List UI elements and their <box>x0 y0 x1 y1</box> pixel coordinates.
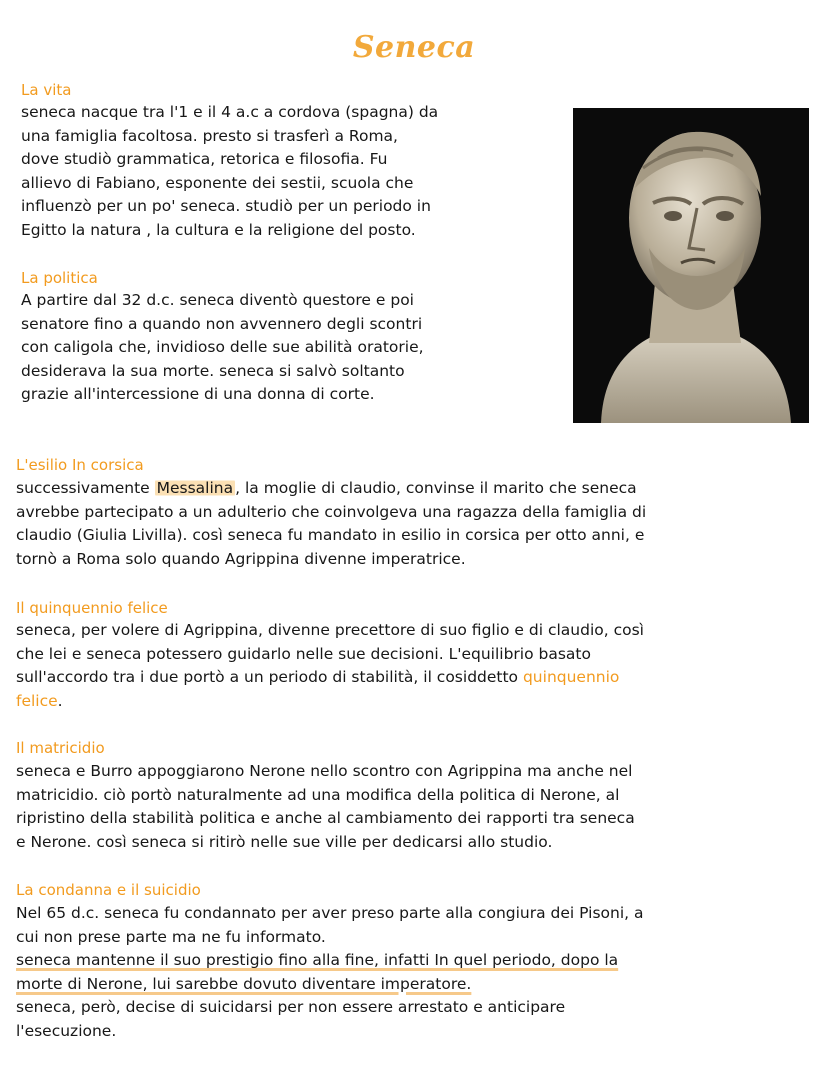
text-line: Egitto la natura , la cultura e la religione del posto. <box>21 220 416 239</box>
text-fragment: sull'accordo tra i due portò a un periodo di stabilità, il cosiddetto <box>16 668 523 686</box>
underlined-text: morte di Nerone, lui sarebbe dovuto diventare imperatore. <box>16 974 472 993</box>
text-line: desiderava la sua morte. seneca si salvò soltanto <box>21 361 405 380</box>
section-heading-esilio: L'esilio In corsica <box>16 456 144 474</box>
section-heading-matricidio: Il matricidio <box>16 739 105 757</box>
section-text-vita <box>21 101 569 242</box>
text-line: con caligola che, invidioso delle sue abilità oratorie, <box>21 338 424 356</box>
text-line: una famiglia facoltosa. presto si trasferì a Roma, <box>21 126 398 145</box>
text-line: A partire dal 32 d.c. seneca diventò questore e poi <box>21 291 414 309</box>
section-text-esilio <box>16 477 816 571</box>
section-text-matricidio <box>16 760 816 854</box>
underlined-text: seneca mantenne il suo prestigio fino alla fine, infatti In quel periodo, dopo la <box>16 951 619 969</box>
seneca-bust-icon <box>573 108 809 423</box>
section-text-condanna <box>16 902 816 1043</box>
text-line <box>16 690 816 714</box>
text-line: allievo di Fabiano, esponente dei sestii, scuola che <box>21 173 414 192</box>
text-line: grazie all'intercessione di una donna di corte. <box>21 385 375 403</box>
section-heading-condanna: La condanna e il suicidio <box>16 881 201 899</box>
text-line: influenzò per un po' seneca. studiò per un periodo in <box>21 197 431 215</box>
text-line: seneca nacque tra l'1 e il 4 a.c a cordova (spagna) da <box>21 103 439 121</box>
accent-term: felice <box>16 691 58 710</box>
text-line: seneca, per volere di Agrippina, divenne precettore di suo figlio e di claudio, così <box>16 621 644 639</box>
text-line <box>16 973 816 997</box>
section-heading-politica: La politica <box>21 269 98 287</box>
section-text-politica <box>21 289 569 407</box>
text-line: e Nerone. così seneca si ritirò nelle sue ville per dedicarsi allo studio. <box>16 832 553 851</box>
text-fragment: , la moglie di claudio, convinse il marito che seneca <box>235 479 637 497</box>
text-line <box>16 949 816 973</box>
section-heading-vita: La vita <box>21 81 72 99</box>
text-fragment: successivamente <box>16 479 155 497</box>
text-line: seneca e Burro appoggiarono Nerone nello scontro con Agrippina ma anche nel <box>16 762 633 780</box>
text-line <box>16 666 816 690</box>
highlighted-name: Messalina <box>156 479 234 497</box>
text-line: che lei e seneca potessero guidarlo nelle sue decisioni. L'equilibrio basato <box>16 644 591 663</box>
text-line: senatore fino a quando non avvennero degli scontri <box>21 314 423 333</box>
text-line: matricidio. ciò portò naturalmente ad una modifica della politica di Nerone, al <box>16 785 620 804</box>
text-line <box>16 477 816 501</box>
section-heading-quinquennio: Il quinquennio felice <box>16 599 168 617</box>
seneca-bust-image <box>573 108 809 423</box>
text-line: tornò a Roma solo quando Agrippina divenne imperatrice. <box>16 549 466 568</box>
text-line: seneca, però, decise di suicidarsi per non essere arrestato e anticipare <box>16 998 566 1016</box>
text-line: ripristino della stabilità politica e anche al cambiamento dei rapporti tra seneca <box>16 809 635 827</box>
text-line: claudio (Giulia Livilla). così seneca fu mandato in esilio in corsica per otto anni, e <box>16 526 645 544</box>
text-line: cui non prese parte ma ne fu informato. <box>16 927 326 946</box>
page-title: Seneca <box>352 30 476 65</box>
accent-term: quinquennio <box>522 668 620 686</box>
text-line: l'esecuzione. <box>16 1021 117 1040</box>
text-fragment: . <box>57 691 63 710</box>
text-line: Nel 65 d.c. seneca fu condannato per aver preso parte alla congiura dei Pisoni, a <box>16 904 644 922</box>
text-line: avrebbe partecipato a un adulterio che coinvolgeva una ragazza della famiglia di <box>16 502 647 521</box>
text-line: dove studiò grammatica, retorica e filosofia. Fu <box>21 150 388 168</box>
section-text-quinquennio <box>16 619 816 713</box>
